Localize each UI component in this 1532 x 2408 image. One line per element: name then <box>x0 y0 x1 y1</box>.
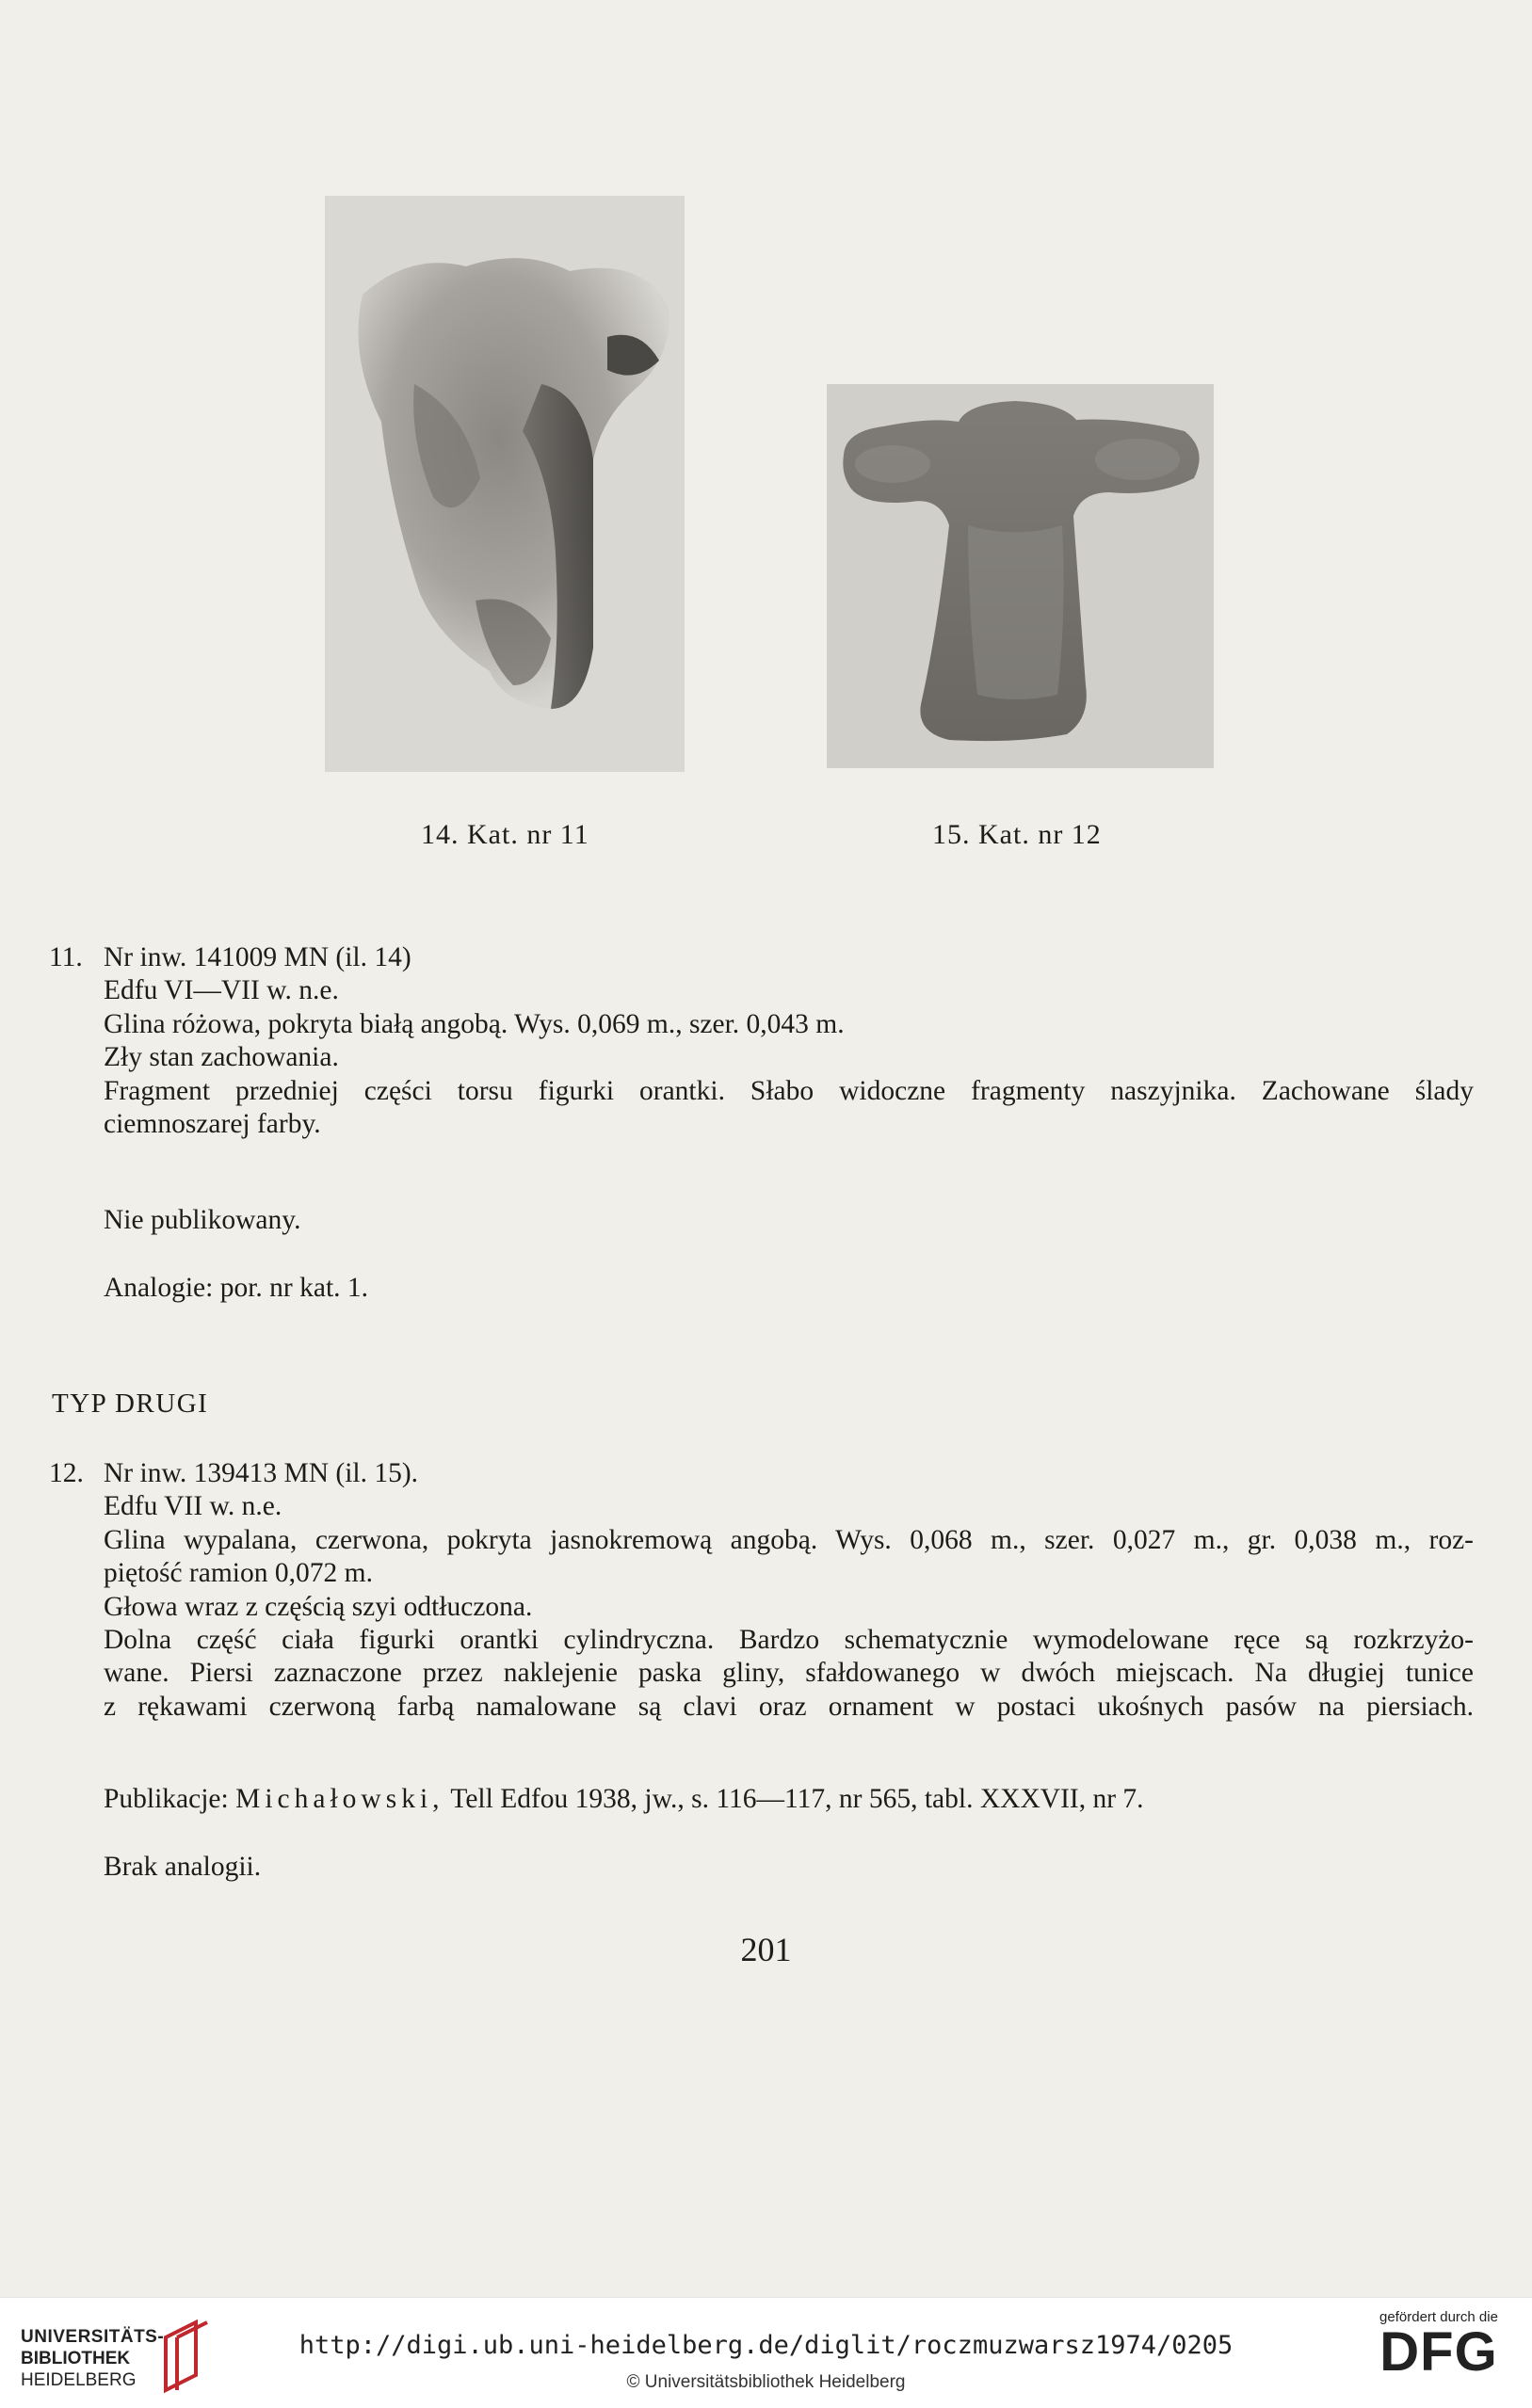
entry-11-line: ciemnoszarej farby. <box>104 1109 321 1140</box>
entry-12-line: piętość ramion 0,072 m. <box>104 1558 373 1589</box>
entry-11-number: 11. <box>49 942 83 972</box>
entry-11-analogies: Analogie: por. nr kat. 1. <box>104 1273 369 1303</box>
entry-11-body <box>104 941 1474 1141</box>
page-number: 201 <box>740 1931 792 1968</box>
section-heading: TYP DRUGI <box>52 1389 209 1419</box>
figure-15-caption: 15. Kat. nr 12 <box>932 819 1102 850</box>
entry-12-publication <box>104 1783 1474 1816</box>
dfg-logo[interactable] <box>1363 2309 1514 2383</box>
entry-12-line: Glina wypalana, czerwona, pokryta jasnokremową angobą. Wys. 0,068 m., szer. 0,027 m., gr. 0,038 m., roz- <box>104 1524 1474 1555</box>
entry-11-line: Nr inw. 141009 MN (il. 14) <box>104 942 411 972</box>
entry-11-line: Glina różowa, pokryta białą angobą. Wys. 0,069 m., szer. 0,043 m. <box>104 1008 845 1039</box>
copyright-notice: © Universitätsbibliothek Heidelberg <box>626 2372 906 2392</box>
entry-12-line: Nr inw. 139413 MN (il. 15). <box>104 1458 419 1488</box>
entry-12-number: 12. <box>49 1458 84 1488</box>
logo-line: HEIDELBERG <box>21 2370 137 2390</box>
dfg-wordmark: DFG <box>1379 2321 1498 2383</box>
entry-12-line: Dolna część ciała figurki orantki cylindryczna. Bardzo schematycznie wymodelowane ręce są rozkrzyżo- <box>104 1625 1474 1656</box>
publication-reference: Tell Edfou 1938, jw., s. 116—117, nr 565, tabl. XXXVII, nr 7. <box>450 1784 1144 1814</box>
entry-12-analogies: Brak analogii. <box>104 1852 262 1882</box>
entry-12-body <box>104 1457 1474 1724</box>
entry-11-publication: Nie publikowany. <box>104 1205 301 1235</box>
logo-line: UNIVERSITÄTS- <box>21 2327 165 2347</box>
figure-14-photo <box>325 196 685 772</box>
entry-11-line: Zły stan zachowania. <box>104 1042 339 1073</box>
entry-12-line: wane. Piersi zaznaczone przez naklejenie paska gliny, sfałdowanego w dwóch miejscach. Na długiej tunice <box>104 1658 1474 1689</box>
figure-15-photo <box>827 384 1214 768</box>
entry-11-line: Fragment przedniej części torsu figurki orantki. Słabo widoczne fragmenty naszyjnika. Zachowane ślady <box>104 1075 1474 1106</box>
figure-14-caption: 14. Kat. nr 11 <box>421 819 589 850</box>
publication-label: Publikacje: <box>104 1784 229 1814</box>
entry-12-line: z rękawami czerwoną farbą namalowane są clavi oraz ornament w postaci ukośnych pasów na piersiach. <box>104 1691 1474 1722</box>
funding-note: gefördert durch die <box>1379 2309 1498 2325</box>
logo-line: BIBLIOTHEK <box>21 2349 131 2368</box>
publication-author: Michałowski, <box>235 1784 444 1814</box>
entry-12-line: Głowa wraz z częścią szyi odtłuczona. <box>104 1591 533 1622</box>
entry-11-line: Edfu VI—VII w. n.e. <box>104 975 339 1006</box>
permalink-url[interactable]: http://digi.ub.uni-heidelberg.de/diglit/roczmuzwarsz1974/0205 <box>298 2331 1234 2360</box>
entry-12-line: Edfu VII w. n.e. <box>104 1491 282 1522</box>
